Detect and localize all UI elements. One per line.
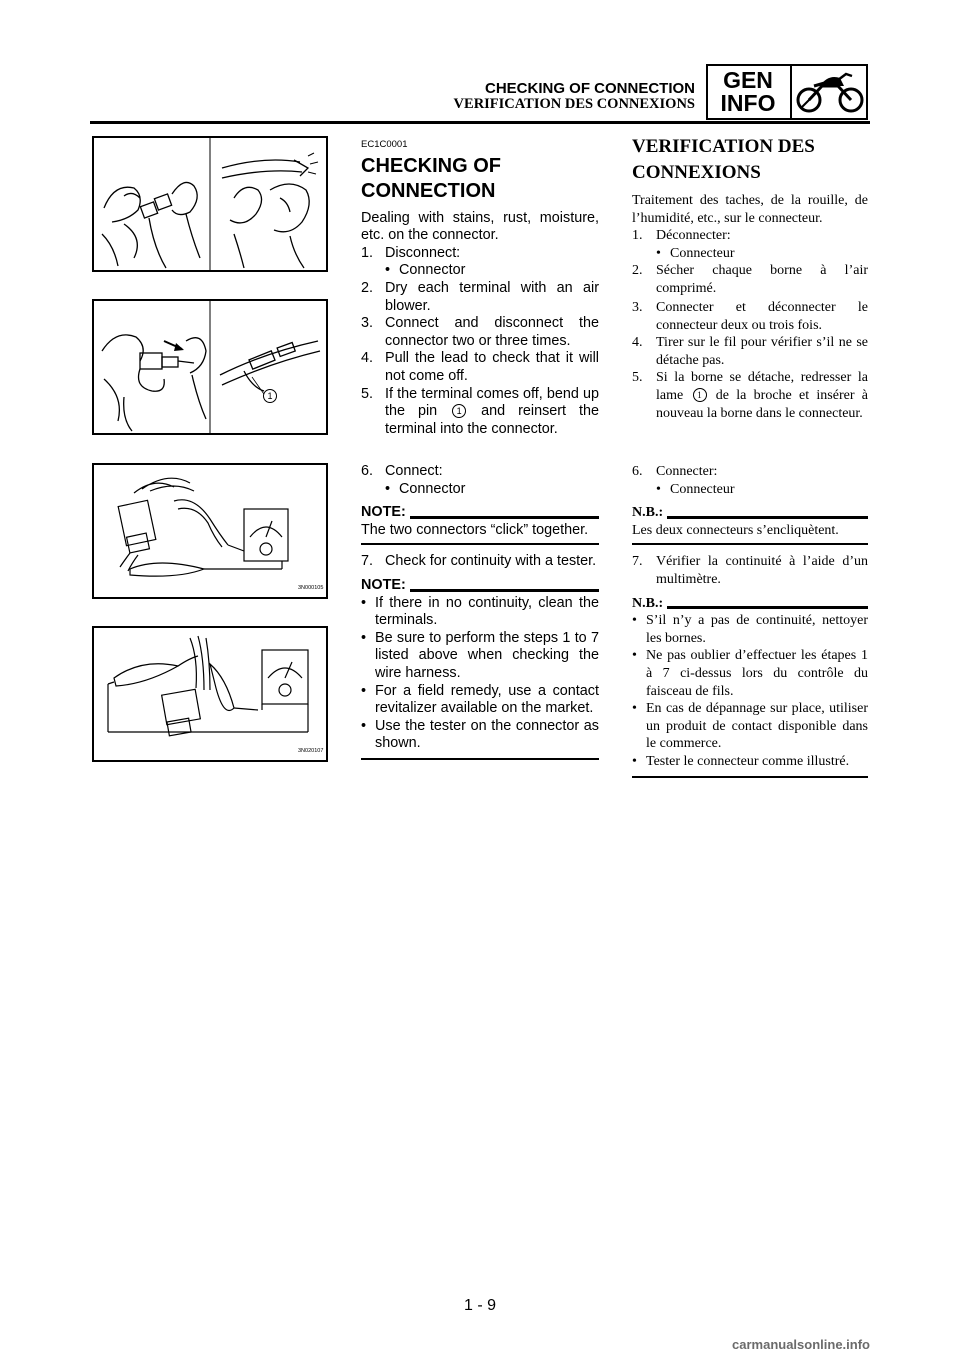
sub-text: Connector	[399, 262, 466, 279]
intro-text: Traitement des taches, de la rouille, de l’humidité, etc., sur le connecteur.	[632, 193, 868, 226]
note-2-bullet-2	[361, 630, 599, 683]
figure-3-code: 3N000105	[298, 585, 324, 591]
note-1-text: Les deux connecteurs s’encliquètent.	[632, 522, 839, 538]
note-2-header	[361, 577, 599, 595]
badge-line-1: GEN	[723, 67, 773, 93]
step-number: 7.	[632, 554, 643, 570]
step-6	[632, 463, 868, 481]
note-2-end-rule	[361, 758, 599, 760]
sub-text: Connecteur	[670, 481, 735, 497]
step-1	[632, 227, 868, 245]
step-text: Sécher chaque borne à l’air comprimé.	[656, 263, 868, 296]
note-2-bullet-2	[632, 647, 868, 700]
english-column-lower	[361, 463, 599, 760]
intro-text: Dealing with stains, rust, moisture, etc. on the connector.	[361, 209, 599, 244]
bullet-text: Ne pas oublier d’effectuer les étapes 1 à 7 ci-dessus lors du contrôle du faisceau de fils.	[646, 648, 868, 699]
french-column	[632, 134, 868, 298]
step-text-a: Si la borne se détache, redresser la lame	[656, 370, 868, 403]
note-1-header	[361, 504, 599, 522]
watermark: carmanualsonline.info	[732, 1337, 870, 1352]
step-text: Déconnecter:	[656, 228, 731, 244]
header-title-fr: VERIFICATION DES CONNEXIONS	[453, 96, 695, 112]
note-rule	[410, 589, 599, 592]
step-number: 3.	[632, 300, 643, 315]
step-number: 5.	[632, 370, 643, 386]
french-column-lower	[632, 463, 868, 778]
bullet: •	[632, 648, 637, 664]
bullet: •	[632, 613, 637, 629]
step-number: 1.	[361, 244, 374, 261]
step-text: Connecter:	[656, 464, 718, 479]
figure-tester-continuity	[92, 626, 328, 762]
callout-ref: 1	[452, 404, 466, 418]
step-3	[361, 315, 599, 350]
bullet-text: For a field remedy, use a contact revitalizer available on the market.	[375, 682, 599, 717]
bullet-text: Use the tester on the connector as shown.	[375, 717, 599, 752]
figure-4-code: 3N020107	[298, 748, 324, 754]
section-badge-label	[706, 64, 792, 120]
step-number: 4.	[361, 350, 374, 367]
bullet-text: Be sure to perform the steps 1 to 7 listed above when checking the wire harness.	[375, 629, 599, 681]
step-text: Connect:	[385, 463, 443, 479]
sub-text: Connecteur	[670, 245, 735, 261]
step-number: 7.	[361, 553, 374, 570]
title-line-2: CONNECTION	[361, 179, 496, 202]
note-rule	[410, 516, 599, 519]
note-label: N.B.:	[632, 595, 664, 611]
step-number: 4.	[632, 335, 643, 351]
bullet-text: S’il n’y a pas de continuité, nettoyer les bornes.	[646, 613, 868, 646]
bullet: •	[361, 682, 367, 699]
note-2-header	[632, 595, 868, 613]
step-text: Dry each terminal with an air blower.	[385, 279, 599, 314]
note-1-end-rule	[361, 543, 599, 545]
note-label: NOTE:	[361, 576, 406, 593]
note-2-end-rule	[632, 776, 868, 778]
step-number: 2.	[361, 279, 374, 296]
step-text: Check for continuity with a tester.	[385, 553, 597, 570]
title-line-2: CONNEXIONS	[632, 162, 761, 183]
step-text-b: de la broche et insérer à nouveau la borne dans le connecteur.	[656, 387, 868, 421]
step-text-a: If the terminal comes off, bend up the pin	[385, 385, 599, 420]
page-number: 1 - 9	[463, 1297, 496, 1314]
step-5	[361, 386, 599, 439]
note-1-end-rule	[632, 543, 868, 545]
header-rule	[90, 121, 870, 124]
bullet: •	[656, 481, 661, 497]
note-rule	[667, 606, 868, 609]
bullet-text: En cas de dépannage sur place, utiliser un produit de contact disponible dans le commerce.	[646, 701, 868, 752]
bullet: •	[632, 753, 637, 769]
step-number: 2.	[632, 263, 643, 279]
note-rule	[667, 516, 868, 519]
step-2	[361, 280, 599, 315]
step-number: 6.	[632, 464, 643, 479]
title-line-1: CHECKING OF	[361, 154, 501, 177]
step-4	[361, 350, 599, 385]
note-label: N.B.:	[632, 505, 664, 521]
section-title-en	[361, 154, 599, 204]
step-text-b: and reinsert the terminal into the connector.	[385, 403, 600, 437]
step-2	[632, 262, 868, 297]
bullet: •	[385, 480, 391, 497]
french-column-middle	[632, 299, 868, 422]
step-7	[632, 553, 868, 588]
bullet-text: Tester le connecteur comme illustré.	[646, 753, 850, 769]
step-number: 6.	[361, 463, 374, 479]
note-2-bullet-4	[632, 753, 868, 771]
english-column	[361, 136, 599, 438]
section-code: EC1C0001	[361, 139, 408, 150]
step-3	[632, 299, 868, 334]
step-1-sub	[385, 262, 599, 280]
step-text: Tirer sur le fil pour vérifier s’il ne se détache pas.	[656, 335, 868, 368]
callout-1: 1	[263, 389, 277, 403]
note-2-bullet-3	[361, 683, 599, 718]
motorcycle-icon	[794, 66, 866, 118]
step-6	[361, 463, 599, 481]
note-1-text: The two connectors “click” together.	[361, 521, 589, 538]
step-number: 1.	[632, 228, 643, 244]
step-number: 5.	[361, 385, 374, 402]
bullet: •	[361, 594, 367, 611]
figure-reconnect-and-pin	[92, 299, 328, 435]
step-text: Vérifier la continuité à l’aide d’un multimètre.	[656, 554, 868, 587]
title-line-1: VERIFICATION DES	[632, 136, 815, 157]
step-7	[361, 553, 599, 571]
note-2-bullet-1	[361, 595, 599, 630]
bullet: •	[656, 245, 661, 261]
step-5	[632, 369, 868, 422]
callout-ref: 1	[693, 388, 707, 402]
step-number: 3.	[361, 315, 374, 332]
step-text: Disconnect:	[385, 244, 461, 261]
bullet: •	[361, 629, 367, 646]
note-label: NOTE:	[361, 504, 406, 521]
figure-connected-with-tester	[92, 463, 328, 599]
bullet: •	[361, 717, 367, 734]
header-title-en: CHECKING OF CONNECTION	[485, 80, 695, 97]
note-1-header	[632, 504, 868, 522]
badge-line-2: INFO	[720, 90, 776, 116]
step-6-sub	[656, 481, 868, 499]
section-title-fr	[632, 134, 868, 186]
bullet-text: If there in no continuity, clean the terminals.	[375, 594, 599, 629]
note-2-bullet-1	[632, 612, 868, 647]
step-1	[361, 245, 599, 263]
figure-disconnect-and-dry	[92, 136, 328, 272]
step-text: Connect and disconnect the connector two or three times.	[385, 315, 599, 349]
bullet: •	[385, 262, 391, 279]
note-2-bullet-4	[361, 718, 599, 753]
step-1-sub	[656, 245, 868, 263]
step-text: Pull the lead to check that it will not come off.	[385, 350, 599, 384]
bullet: •	[632, 701, 637, 717]
step-4	[632, 334, 868, 369]
step-6-sub	[385, 481, 599, 499]
sub-text: Connector	[399, 480, 466, 497]
note-2-bullet-3	[632, 700, 868, 753]
step-text: Connecter et déconnecter le connecteur deux ou trois fois.	[656, 300, 868, 333]
